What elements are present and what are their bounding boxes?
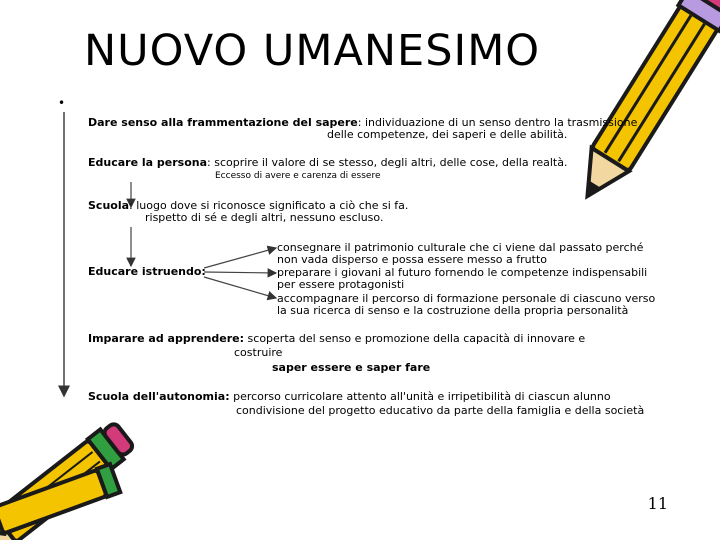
autonomia-line2: condivisione del progetto educativo da parte della famiglia e della società [236, 404, 645, 417]
bullet-marker: • [58, 96, 66, 110]
educare-istruendo-label: Educare istruendo: [88, 265, 206, 278]
arrow-to-item-3 [204, 277, 276, 298]
educare-persona-line [88, 156, 567, 169]
educare-persona-label: Educare la persona [88, 156, 208, 169]
page-title: NUOVO UMANESIMO [84, 26, 541, 76]
educare-istruendo-item-1b: non vada disperso e possa essere messo a frutto [277, 253, 547, 266]
dare-senso-label: Dare senso alla frammentazione del sapere [88, 116, 358, 129]
imparare-line2: costruire [234, 346, 283, 359]
educare-istruendo-item-2a: preparare i giovani al futuro fornendo le competenze indispensabili [277, 266, 648, 279]
autonomia-text: percorso curricolare attento all'unità e irripetibilità di ciascun alunno [229, 390, 611, 403]
arrow-to-item-1 [204, 248, 276, 268]
dare-senso-line2: delle competenze, dei saperi e delle abilità. [327, 128, 568, 141]
educare-istruendo-item-2b: per essere protagonisti [277, 278, 405, 291]
imparare-label: Imparare ad apprendere: [88, 332, 245, 345]
educare-istruendo-item-3b: la sua ricerca di senso e la costruzione della propria personalità [277, 304, 629, 317]
dare-senso-text: : individuazione di un senso dentro la trasmissione [357, 116, 638, 129]
imparare-text: scoperta del senso e promozione della capacità di innovare e [244, 332, 586, 345]
scuola-line2: rispetto di sé e degli altri, nessuno escluso. [145, 211, 384, 224]
autonomia-label: Scuola dell'autonomia: [88, 390, 230, 403]
page-number: 11 [647, 494, 668, 513]
autonomia-line1 [88, 390, 611, 403]
scuola-label: Scuola [88, 199, 130, 212]
imparare-line1 [88, 332, 585, 345]
educare-istruendo-item-3a: accompagnare il percorso di formazione personale di ciascuno verso [277, 292, 656, 305]
educare-persona-text: : scoprire il valore di se stesso, degli altri, delle cose, della realtà. [207, 156, 568, 169]
educare-istruendo-item-1a: consegnare il patrimonio culturale che ci viene dal passato perché [277, 241, 644, 254]
scuola-text: : luogo dove si riconosce significato a ciò che si fa. [129, 199, 409, 212]
educare-persona-note: Eccesso di avere e carenza di essere [215, 171, 381, 181]
arrow-to-item-2 [204, 272, 276, 273]
imparare-line3: saper essere e saper fare [272, 361, 431, 374]
